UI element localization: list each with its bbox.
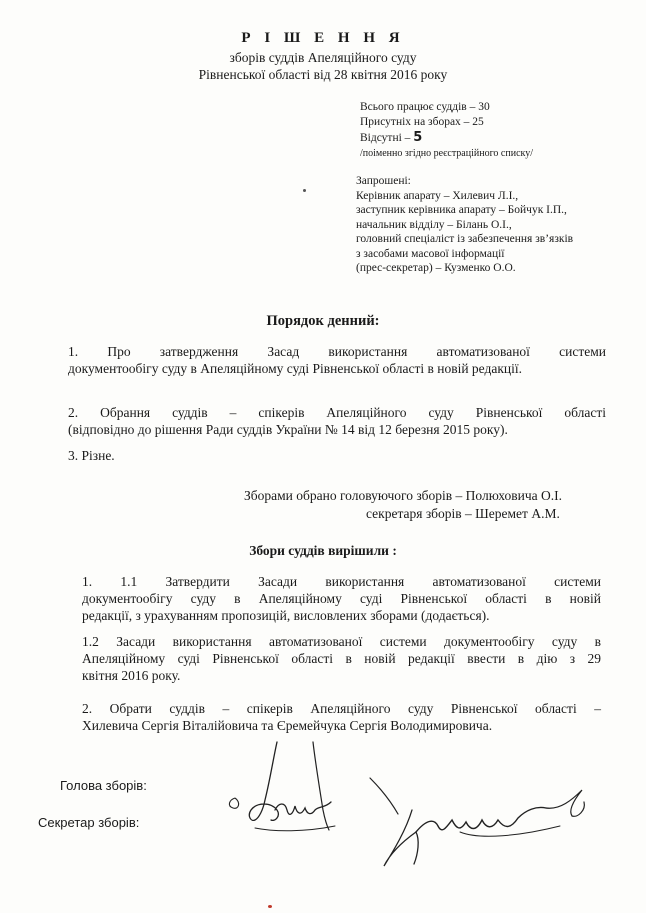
invited-line: головний спеціаліст із забезпечення зв’язків (356, 233, 574, 245)
secretary-signature-image (360, 770, 600, 880)
stats-total: Всього працює суддів – 30 (360, 101, 490, 113)
agenda-item-1-line: документообігу суду в Апеляційному суді Рівненської області в новій редакції. (68, 361, 523, 376)
speck-mark (303, 189, 306, 192)
decision-line: квітня 2016 року. (82, 668, 181, 683)
decision-1-1 (82, 573, 601, 624)
stats-absent-label: Відсутні – (360, 132, 414, 144)
agenda-heading: Порядок денний: (266, 313, 380, 329)
decision-2 (82, 700, 601, 734)
agenda-item-1-line: 1. Про затвердження Засад використання автоматизованої системи (68, 344, 606, 359)
invited-heading: Запрошені: (356, 175, 411, 187)
stats-absent-handwritten-value: 5 (413, 130, 423, 145)
decision-line: Хилевича Сергія Віталійовича та Єремейчука Сергія Володимировича. (82, 718, 493, 733)
decisions-heading: Збори суддів вирішили : (249, 543, 397, 558)
decision-line: редакції, з урахуванням пропозицій, висловлених зборами (додається). (82, 608, 490, 623)
invited-block (356, 174, 573, 276)
invited-line: Керівник апарату – Хилевич Л.І., (356, 189, 519, 202)
agenda-item-3: 3. Різне. (68, 448, 115, 463)
agenda-item-2-line: 2. Обрання суддів – спікерів Апеляційного суду Рівненської області (68, 405, 606, 420)
stats-present: Присутніх на зборах – 25 (360, 116, 484, 128)
chair-elected: Зборами обрано головуючого зборів – Полюховича О.І. (244, 488, 563, 503)
stats-note: /поіменно згідно реєстраційного списку/ (360, 148, 534, 159)
decision-line: документообігу суду в Апеляційному суді Рівненської області в новій (82, 591, 601, 606)
decision-line: 1.2 Засади використання автоматизованої системи документообігу суду в (82, 634, 601, 649)
invited-line: (прес-секретар) – Кузменко О.О. (356, 262, 516, 274)
chair-signature-image (215, 740, 365, 850)
agenda-item-2-line: (відповідно до рішення Ради суддів України № 14 від 12 березня 2015 року). (68, 422, 508, 437)
stats-block (360, 100, 533, 161)
secretary-signature-label: Секретар зборів: (38, 815, 140, 830)
decision-1-2 (82, 633, 601, 684)
document-subtitle-line2: Рівненської області від 28 квітня 2016 року (198, 67, 448, 82)
invited-line: з засобами масової інформації (356, 247, 505, 260)
invited-line: заступник керівника апарату – Бойчук І.П., (356, 204, 567, 216)
invited-line: начальник відділу – Білань О.І., (356, 218, 512, 231)
decision-line: 2. Обрати суддів – спікерів Апеляційного суду Рівненської області – (82, 701, 601, 716)
stats-absent (360, 130, 533, 146)
document-title: Р І Ш Е Н Н Я (241, 30, 405, 46)
decision-line: Апеляційному суді Рівненської області в новій редакції ввести в дію з 29 (82, 651, 601, 666)
document-subtitle-line1: зборів суддів Апеляційного суду (229, 50, 417, 65)
decision-line: 1. 1.1 Затвердити Засади використання автоматизованої системи (82, 574, 601, 589)
agenda-item-2 (68, 404, 606, 438)
agenda-item-1 (68, 343, 606, 377)
secretary-elected: секретаря зборів – Шеремет А.М. (366, 506, 560, 521)
chair-signature-label: Голова зборів: (60, 778, 147, 793)
red-speck-mark (268, 905, 272, 908)
